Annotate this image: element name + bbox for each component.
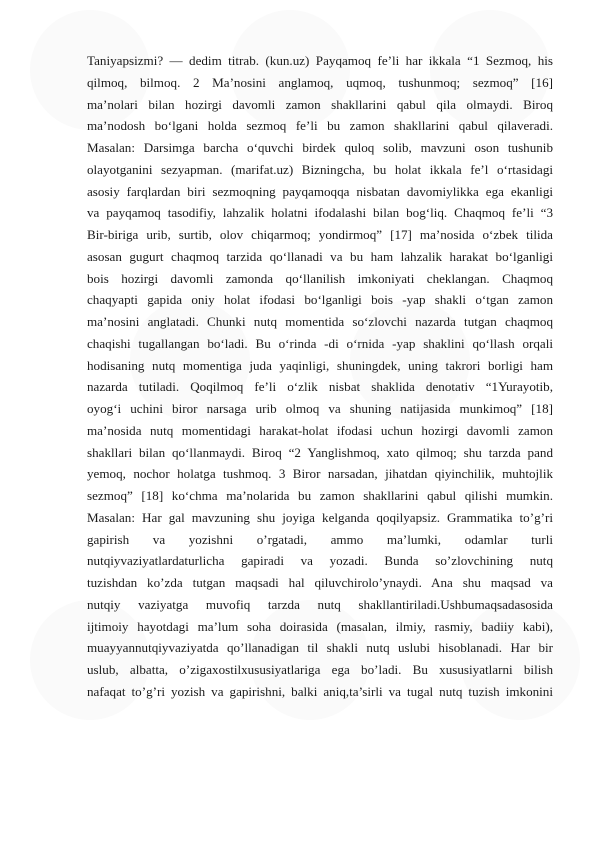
- text-line: chaqishi tugallangan bo‘ladi. Bu o‘rinda -di o‘rnida -yap shaklini qo‘llash orqali: [87, 335, 553, 351]
- text-line: qilmoq, bilmoq. 2 Ma’nosini anglamoq, uqmoq, tushunmoq; sezmoq” [16]: [87, 74, 553, 90]
- text-line: oyog‘i uchini biror narsaga urib olmoq va shuning natijasida munkimoq” [18]: [87, 401, 553, 416]
- text-line: bois hozirgi davomli zamonda qo‘llanilish imkoniyati cheklangan. Chaqmoq: [87, 270, 553, 286]
- text-line: olayotganini sezyapman. (marifat.uz) Bizningcha, bu holat ikkala fe’l o‘rtasidagi: [87, 161, 553, 177]
- text-line: nutqiyvaziyatlardaturlicha gapiradi va yozadi. Bunda so’zlovchining nutq: [87, 553, 553, 569]
- text-line: nazarda tutiladi. Qoqilmoq fe’li o‘zlik nisbat shaklida denotativ “1Yurayotib,: [87, 379, 553, 395]
- text-line: ma’nosini anglatadi. Chunki nutq momentida so‘zlovchi nazarda tutgan chaqmoq: [87, 314, 553, 329]
- text-line: Masalan: Har gal mavzuning shu joyiga kelganda qoqilyapsiz. Grammatika to’g’ri: [87, 509, 553, 525]
- text-line: nutqiy vaziyatga muvofiq tarzda nutq shakllantiriladi.Ushbumaqsadasosida: [87, 596, 553, 612]
- text-line: Masalan: Darsimga barcha o‘quvchi birdek quloq solib, mavzuni oson tushunib: [87, 140, 553, 155]
- text-line: muayyannutqiyvaziyatda qo’llanadigan til shakli nutq uslubi hisoblanadi. Har bir: [87, 640, 553, 656]
- body-paragraph: [87, 50, 553, 703]
- text-line: gapirish va yozishni o’rgatadi, ammo ma’lumki, odamlar turli: [87, 531, 553, 547]
- text-line: tuzishdan ko’zda tutgan maqsadi hal qiluvchirolo’ynaydi. Ana shu maqsad va: [87, 575, 553, 590]
- text-line: nafaqat to’g’ri yozish va gapirishni, balki aniq,ta’sirli va tugal nutq tuzish imkonini: [87, 683, 553, 699]
- text-line: Taniyapsizmi? — dedim titrab. (kun.uz) Payqamoq fe’li har ikkala “1 Sezmoq, his: [87, 53, 553, 68]
- text-line: yemoq, nochor holatga tushmoq. 3 Biror narsadan, jihatdan qiyinchilik, muhtojlik: [87, 466, 553, 482]
- text-line: ma’nodosh bo‘lgani holda sezmoq fe’li bu zamon shakllarini qabul qilaveradi.: [87, 118, 553, 134]
- text-line: sezmoq” [18] ko‘chma ma’nolarida bu zamon shakllarini qabul qilishi mumkin.: [87, 488, 553, 503]
- text-line: shakllari bilan qo‘llanmaydi. Biroq “2 Yanglishmoq, xato qilmoq; shu tarzda pand: [87, 444, 553, 460]
- text-line: ma’nolari bilan hozirgi davomli zamon shakllarini qabul qila olmaydi. Biroq: [87, 96, 553, 112]
- text-line: chaqyapti gapida oniy holat ifodasi bo‘lganligi bois -yap shakli o‘tgan zamon: [87, 292, 553, 308]
- text-line: hodisaning nutq momentiga juda yaqinligi, shuningdek, uning takrori borligi ham: [87, 357, 553, 373]
- text-line: Bir-biriga urib, surtib, olov chiqarmoq; yondirmoq” [17] ma’nosida o‘zbek tilida: [87, 227, 553, 242]
- text-line: asosan gugurt chaqmoq tarzida qo‘llanadi va bu ham lahzalik harakat bo‘lganligi: [87, 248, 553, 264]
- text-line: ijtimoiy hayotdagi ma’lum soha doirasida (masalan, ilmiy, rasmiy, badiiy kabi),: [87, 618, 553, 634]
- text-line: va payqamoq tasodifiy, lahzalik holatni ifodalashi bilan bog‘liq. Chaqmoq fe’li “3: [87, 205, 553, 221]
- text-line: ma’nosida nutq momentidagi harakat-holat ifodasi uchun hozirgi davomli zamon: [87, 422, 553, 438]
- text-line: uslub, albatta, o’zigaxostilxususiyatlariga ega bo’ladi. Bu xususiyatlarni bilish: [87, 662, 553, 677]
- text-line: asosiy farqlardan biri sezmoqning payqamoqqa nisbatan davomiylikka ega ekanligi: [87, 183, 553, 199]
